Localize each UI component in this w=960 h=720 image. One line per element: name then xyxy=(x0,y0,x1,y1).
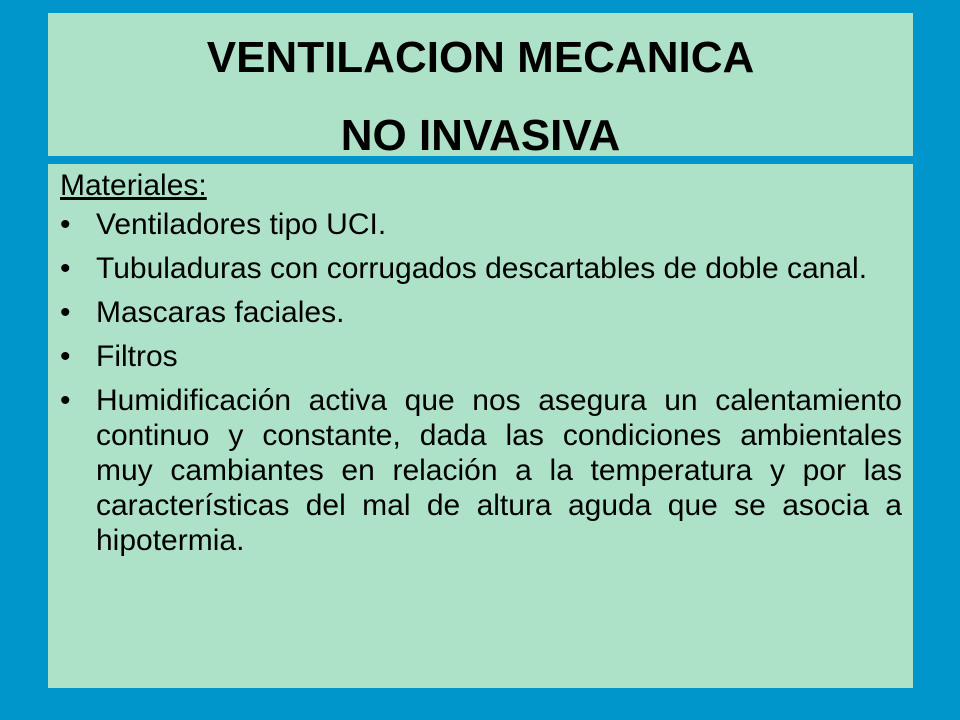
materials-list xyxy=(60,207,902,558)
list-item xyxy=(60,207,902,242)
bullet-icon: • xyxy=(60,252,71,285)
list-item xyxy=(60,295,902,330)
list-item xyxy=(60,251,902,286)
list-item xyxy=(60,339,902,374)
bullet-icon: • xyxy=(60,340,71,373)
bullet-icon: • xyxy=(60,296,71,329)
list-item-text: Tubuladuras con corrugados descartables de doble canal. xyxy=(96,252,868,285)
bullet-icon: • xyxy=(60,384,71,417)
title-panel xyxy=(48,13,913,160)
list-item-text: Ventiladores tipo UCI. xyxy=(96,208,387,241)
list-item-text: Mascaras faciales. xyxy=(96,296,345,329)
slide-title-line-1: VENTILACION MECANICA xyxy=(206,33,755,82)
content-body xyxy=(60,168,902,558)
bullet-icon: • xyxy=(60,208,71,241)
list-item-text: Filtros xyxy=(96,340,178,373)
materials-heading: Materiales: xyxy=(60,169,207,202)
list-item-text: Humidificación activa que nos asegura un calentamiento continuo y constante, dada las condiciones ambientales muy cambiantes en relación a la temperatura y por las características del mal de altura aguda que se asocia a hipotermia. xyxy=(96,384,902,557)
list-item xyxy=(60,383,902,558)
slide-title-line-2: NO INVASIVA xyxy=(340,111,621,160)
content-panel xyxy=(48,164,913,688)
